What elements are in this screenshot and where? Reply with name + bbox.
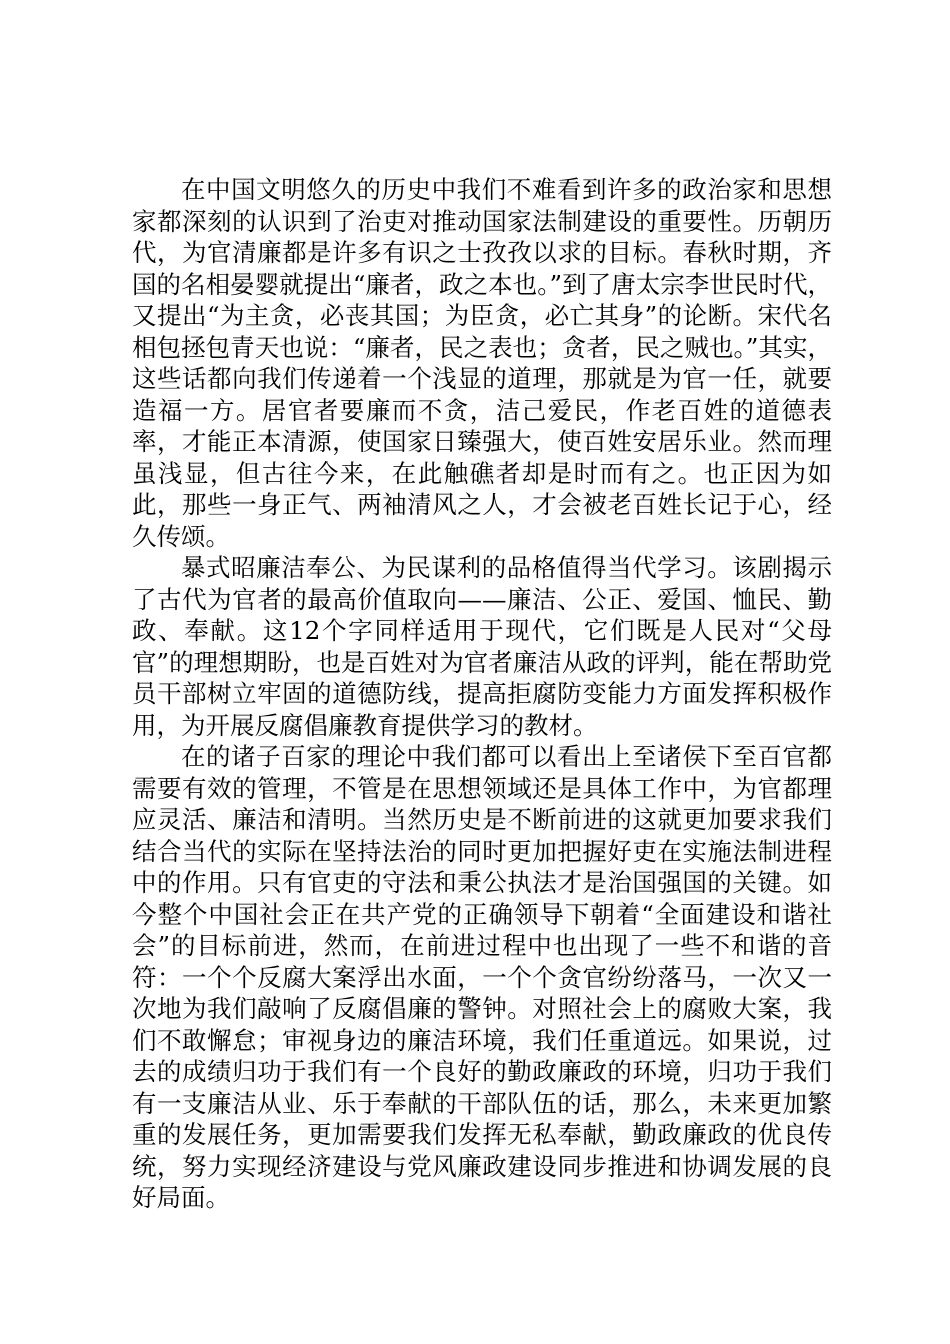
paragraph-3: 在的诸子百家的理论中我们都可以看出上至诸侯下至百官都需要有效的管理，不管是在思想领域还是具体工作中，为官都理应灵活、廉洁和清明。当然历史是不断前进的这就更加要求我们结合当代的实际在坚持法治的同时更加把握好吏在实施法制进程中的作用。只有官吏的守法和秉公执法才是治国强国的关键。如今整个中国社会正在共产党的正确领导下朝着“全面建设和谐社会”的目标前进，然而，在前进过程中也出现了一些不和谐的音符：一个个反腐大案浮出水面，一个个贪官纷纷落马，一次又一次地为我们敲响了反腐倡廉的警钟。对照社会上的腐败大案，我们不敢懈怠；审视身边的廉洁环境，我们任重道远。如果说，过去的成绩归功于我们有一个良好的勤政廉政的环境，归功于我们有一支廉洁从业、乐于奉献的干部队伍的话，那么，未来更加繁重的发展任务，更加需要我们发挥无私奉献，勤政廉政的优良传统，努力实现经济建设与党风廉政建设同步推进和协调发展的良好局面。	[132, 742, 832, 1212]
paragraph-1: 在中国文明悠久的历史中我们不难看到许多的政治家和思想家都深刻的认识到了治吏对推动国家法制建设的重要性。历朝历代，为官清廉都是许多有识之士孜孜以求的目标。春秋时期，齐国的名相晏婴就提出“廉者，政之本也。”到了唐太宗李世民时代，又提出“为主贪，必丧其国；为臣贪，必亡其身”的论断。宋代名相包拯包青天也说：“廉者，民之表也；贪者，民之贼也。”其实，这些话都向我们传递着一个浅显的道理，那就是为官一任，就要造福一方。居官者要廉而不贪，洁己爱民，作老百姓的道德表率，才能正本清源，使国家日臻强大，使百姓安居乐业。然而理虽浅显，但古往今来，在此触礁者却是时而有之。也正因为如此，那些一身正气、两袖清风之人，才会被老百姓长记于心，经久传颂。	[132, 175, 832, 551]
document-body	[132, 174, 832, 1214]
paragraph-2: 暴式昭廉洁奉公、为民谋利的品格值得当代学习。该剧揭示了古代为官者的最高价值取向——廉洁、公正、爱国、恤民、勤政、奉献。这12个字同样适用于现代，它们既是人民对“父母官”的理想期盼，也是百姓对为官者廉洁从政的评判，能在帮助党员干部树立牢固的道德防线，提高拒腐防变能力方面发挥积极作用，为开展反腐倡廉教育提供学习的教材。	[132, 553, 832, 740]
